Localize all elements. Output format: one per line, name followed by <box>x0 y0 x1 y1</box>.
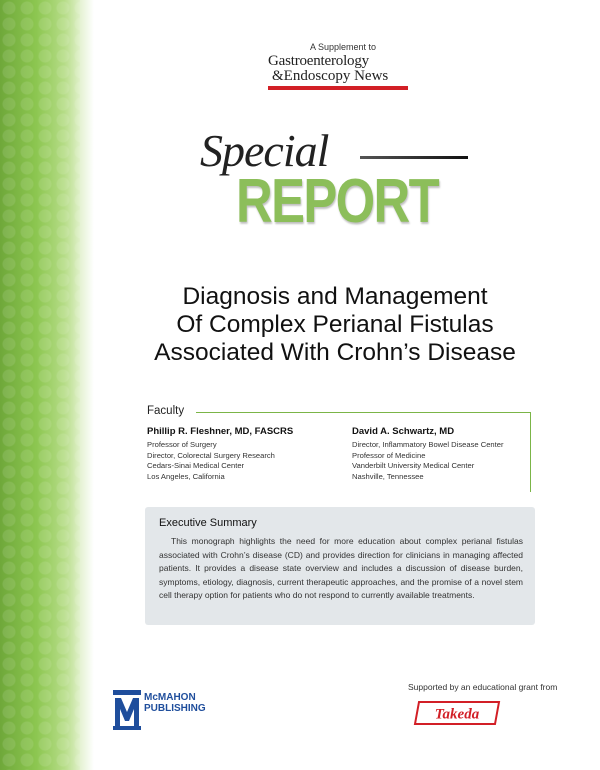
title-line-1: Diagnosis and Management <box>182 283 488 310</box>
title-line-3: Associated With Crohn’s Disease <box>154 339 516 366</box>
journal-logo <box>268 54 408 90</box>
mcmahon-publishing-logo <box>112 690 206 732</box>
report-title <box>100 283 570 367</box>
author-title: Professor of Medicine <box>352 450 426 460</box>
journal-logo-line1: Gastroenterology <box>268 53 369 69</box>
special-heading: Special <box>200 125 329 176</box>
title-line-2: Of Complex Perianal Fistulas <box>176 311 494 338</box>
author-fleshner <box>147 426 293 482</box>
mcmahon-m-icon <box>112 690 142 730</box>
author-location: Nashville, Tennessee <box>352 471 424 481</box>
summary-body: This monograph highlights the need for more education about complex perianal fistulas associated with Crohn’s disease (CD) and provides direction for clinicians in managing affected patients. It provides a disease state overview and includes a discussion of disease burden, symptoms, etiology, diagnosis, current therapeutic approaches, and the promise of a novel stem cell therapy option for patients who do not respond to currently available treatments. <box>159 536 523 601</box>
supported-by-text: Supported by an educational grant from <box>408 682 558 692</box>
author-name: David A. Schwartz, MD <box>352 426 455 437</box>
executive-summary-box <box>145 507 535 625</box>
green-sidebar-decoration <box>0 0 80 770</box>
author-schwartz <box>352 426 504 482</box>
faculty-divider <box>196 412 530 413</box>
takeda-logo <box>413 699 501 727</box>
author-title: Professor of Surgery <box>147 440 217 449</box>
author-institution: Cedars-Sinai Medical Center <box>147 461 245 470</box>
special-underline <box>360 156 468 159</box>
report-heading: REPORT <box>236 167 439 236</box>
takeda-wordmark: Takeda <box>434 706 480 723</box>
author-title: Director, Colorectal Surgery Research <box>147 450 275 460</box>
faculty-divider-vertical <box>530 412 531 492</box>
faculty-label: Faculty <box>147 405 185 417</box>
summary-title: Executive Summary <box>159 517 257 529</box>
author-institution: Vanderbilt University Medical Center <box>352 461 475 470</box>
publisher-line1: McMAHON <box>144 692 196 703</box>
publisher-name <box>144 692 206 714</box>
journal-logo-bar <box>268 86 408 90</box>
author-title: Director, Inflammatory Bowel Disease Center <box>352 440 504 449</box>
supplement-label: A Supplement to <box>310 42 377 52</box>
journal-logo-line2: &Endoscopy News <box>272 68 389 84</box>
publisher-line2: PUBLISHING <box>144 703 206 714</box>
author-name: Phillip R. Fleshner, MD, FASCRS <box>147 426 294 437</box>
author-location: Los Angeles, California <box>147 471 225 481</box>
